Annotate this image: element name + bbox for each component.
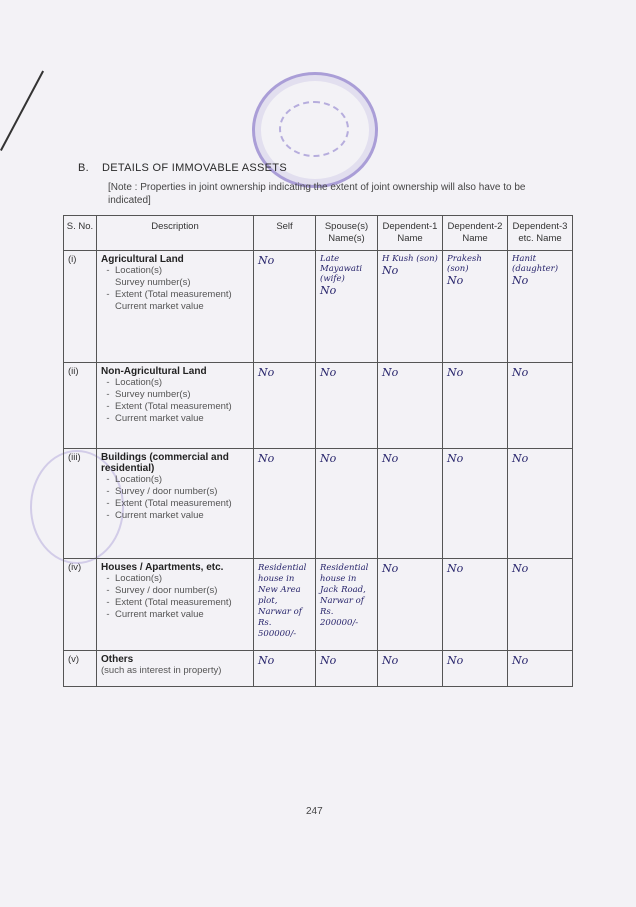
cell-dep1: No [378, 559, 443, 651]
header-dep3: Dependent-3 etc. Name [508, 216, 573, 251]
row-item: - Survey / door number(s) [106, 585, 218, 596]
header-self: Self [254, 216, 316, 251]
row-item: - Extent (Total measurement) [106, 289, 232, 300]
row-item: (such as interest in property) [101, 665, 222, 676]
row-item: - Location(s) [106, 573, 162, 584]
row-sno: (iv) [64, 559, 97, 651]
row-item: - Location(s) [106, 265, 162, 276]
cell-dep3: No [508, 651, 573, 687]
cell-dep1: H Kush (son) No [378, 251, 443, 363]
cell-dep3: No [508, 449, 573, 559]
cell-dep3: Hanit (daughter) No [508, 251, 573, 363]
row-sno: (i) [64, 251, 97, 363]
cell-dep3: No [508, 363, 573, 449]
cell-spouse: No [316, 449, 378, 559]
cell-spouse: Late Mayawati (wife) No [316, 251, 378, 363]
cell-self: No [254, 651, 316, 687]
table-row [64, 363, 573, 449]
header-dep1: Dependent-1 Name [378, 216, 443, 251]
cell-self: No [254, 251, 316, 363]
header-spouse: Spouse(s) Name(s) [316, 216, 378, 251]
row-title: Houses / Apartments, etc. [101, 562, 224, 573]
handwritten-dep1-name: H Kush (son) [382, 254, 438, 264]
row-item: - Extent (Total measurement) [106, 498, 232, 509]
row-description [97, 449, 254, 559]
table-row [64, 251, 573, 363]
section-heading [78, 162, 287, 174]
cell-dep1: No [378, 651, 443, 687]
table-header-row [64, 216, 573, 251]
row-description [97, 363, 254, 449]
table-row [64, 449, 573, 559]
row-item: Survey number(s) [115, 277, 191, 288]
header-description: Description [97, 216, 254, 251]
table-row [64, 651, 573, 687]
table-row [64, 559, 573, 651]
cell-dep2: No [443, 559, 508, 651]
row-item: - Location(s) [106, 377, 162, 388]
cell-dep2: No [443, 651, 508, 687]
header-sno: S. No. [64, 216, 97, 251]
row-description [97, 651, 254, 687]
cell-dep2: No [443, 449, 508, 559]
cell-self: No [254, 363, 316, 449]
handwritten-dep3-name: Hanit (daughter) [512, 254, 559, 274]
handwritten-spouse-name: Late Mayawati (wife) [320, 254, 363, 284]
cell-spouse: No [316, 651, 378, 687]
page-number: 247 [306, 806, 323, 817]
row-description [97, 251, 254, 363]
row-title: Non-Agricultural Land [101, 366, 207, 377]
row-item: - Survey / door number(s) [106, 486, 218, 497]
header-dep2: Dependent-2 Name [443, 216, 508, 251]
section-note: [Note : Properties in joint ownership indicating the extent of joint ownership will also have to be indicated] [108, 182, 526, 206]
row-title: Buildings (commercial and residential) [101, 452, 229, 474]
cell-spouse: Residential house in Jack Road, Narwar of Rs. 200000/- [316, 559, 378, 651]
row-title: Others [101, 654, 134, 665]
section-letter: B. [78, 162, 89, 174]
row-title: Agricultural Land [101, 254, 184, 265]
cell-spouse: No [316, 363, 378, 449]
row-sno: (v) [64, 651, 97, 687]
cell-self: Residential house in New Area plot, Narwar of Rs. 500000/- [254, 559, 316, 651]
cell-self: No [254, 449, 316, 559]
immovable-assets-table [63, 215, 573, 687]
cell-dep3: No [508, 559, 573, 651]
handwritten-dep2-name: Prakesh (son) [447, 254, 482, 274]
row-item: Current market value [115, 301, 204, 312]
cell-dep1: No [378, 449, 443, 559]
cell-dep1: No [378, 363, 443, 449]
scan-mark [0, 71, 44, 151]
row-description [97, 559, 254, 651]
row-item: - Location(s) [106, 474, 162, 485]
row-item: - Current market value [106, 413, 204, 424]
row-sno: (iii) [64, 449, 97, 559]
row-item: - Current market value [106, 510, 204, 521]
row-item: - Extent (Total measurement) [106, 401, 232, 412]
section-title: DETAILS OF IMMOVABLE ASSETS [102, 162, 287, 174]
row-item: - Extent (Total measurement) [106, 597, 232, 608]
row-item: - Current market value [106, 609, 204, 620]
cell-dep2: No [443, 363, 508, 449]
row-sno: (ii) [64, 363, 97, 449]
cell-dep2: Prakesh (son) No [443, 251, 508, 363]
row-item: - Survey number(s) [106, 389, 191, 400]
